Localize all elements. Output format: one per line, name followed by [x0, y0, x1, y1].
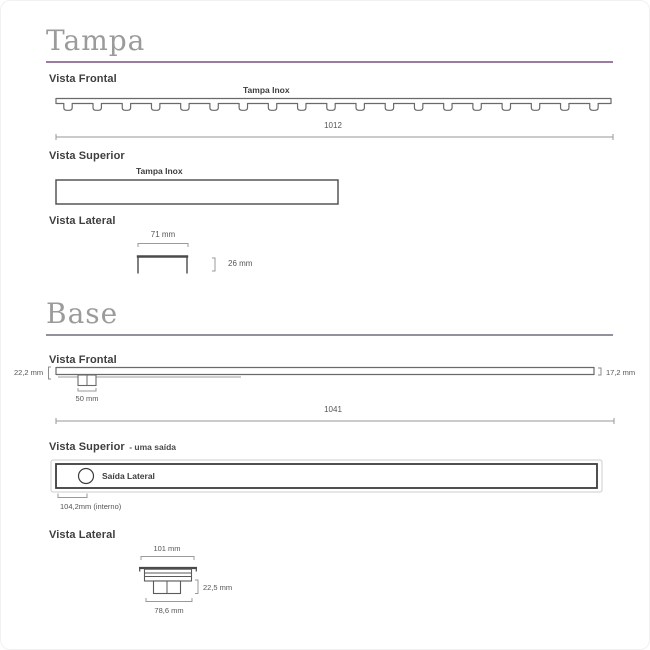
base-vista-superior-label: Vista Superior [49, 441, 125, 453]
base-lateral-drawing [139, 557, 198, 602]
drain-outlet-circle [79, 469, 94, 484]
tampa-height-dim: 26 mm [228, 259, 253, 268]
base-section-title: Base [46, 297, 119, 330]
base-vista-superior-sublabel: - uma saída [129, 442, 177, 452]
base-left-height-dim: 22,2 mm [14, 368, 44, 377]
tampa-vista-lateral-label: Vista Lateral [49, 215, 116, 227]
base-vista-frontal-label: Vista Frontal [49, 354, 117, 366]
base-length-dimension-line [56, 418, 614, 424]
tampa-vista-frontal-label: Vista Frontal [49, 73, 117, 85]
tampa-superior-part-label: Tampa Inox [136, 166, 183, 176]
tampa-frontal-part-label: Tampa Inox [243, 85, 290, 95]
base-accent-rule [46, 334, 613, 336]
tampa-lateral-profile [137, 244, 215, 274]
saida-lateral-label: Saída Lateral [102, 471, 155, 481]
base-vista-superior-label-row [49, 437, 176, 455]
tampa-length-dimension-line [56, 134, 613, 140]
base-outlet-width-dim: 50 mm [75, 394, 99, 403]
trap-height-dim: 22,5 mm [203, 583, 233, 592]
tampa-width-dim: 71 mm [150, 230, 176, 239]
tampa-frontal-profile [56, 98, 611, 110]
base-right-height-dim: 17,2 mm [606, 367, 636, 377]
trap-body [145, 569, 192, 581]
tampa-section-title: Tampa [46, 24, 146, 57]
tampa-accent-rule [46, 61, 613, 63]
tampa-vista-superior-label: Vista Superior [49, 150, 125, 162]
trap-top-width-dim: 101 mm [153, 544, 181, 553]
comb-slots [64, 101, 598, 110]
tampa-length-dim: 1012 [324, 121, 342, 130]
trap-bottom-width-dim: 78,6 mm [154, 606, 184, 615]
base-frontal-profile [49, 367, 602, 391]
base-length-dim: 1041 [324, 405, 342, 414]
base-vista-lateral-label: Vista Lateral [49, 529, 116, 541]
tampa-superior-rect [56, 180, 338, 204]
base-internal-dim: 104,2mm (interno) [60, 502, 122, 511]
